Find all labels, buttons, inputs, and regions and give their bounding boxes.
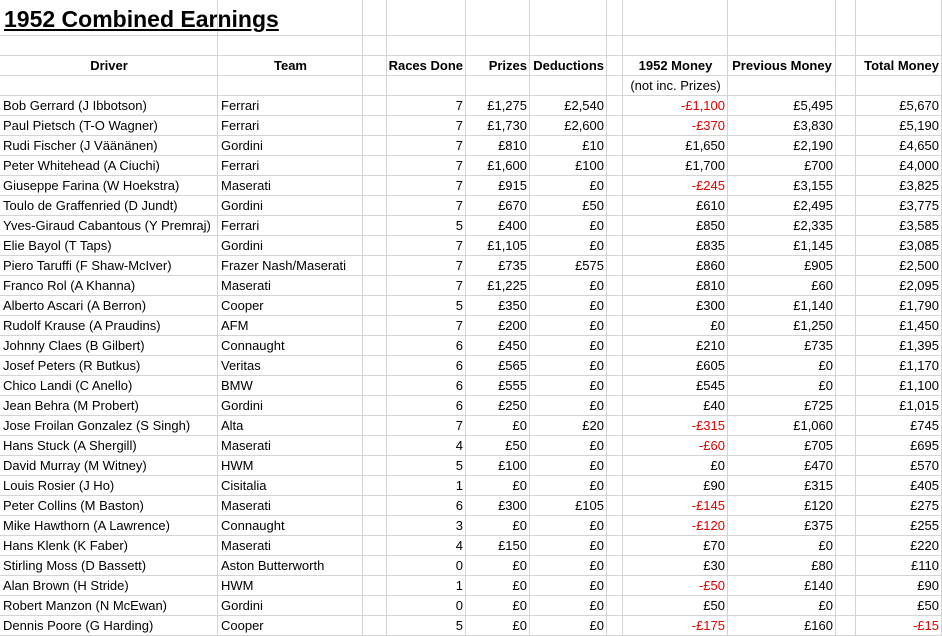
prizes-cell: £450: [498, 338, 527, 353]
deductions-cell: £0: [589, 478, 604, 493]
total-money-cell: £1,790: [899, 298, 939, 313]
previous-money-cell: £60: [811, 278, 833, 293]
driver-cell: Jose Froilan Gonzalez (S Singh): [3, 418, 191, 433]
driver-cell: Franco Rol (A Khanna): [3, 278, 136, 293]
previous-money-cell: £0: [818, 358, 833, 373]
races-done-cell: 7: [455, 318, 463, 333]
races-done-cell: 6: [455, 378, 463, 393]
total-money-cell: £255: [910, 518, 939, 533]
team-cell: Gordini: [221, 198, 263, 213]
races-done-cell: 7: [455, 158, 463, 173]
driver-cell: Hans Klenk (K Faber): [3, 538, 128, 553]
team-cell: Cooper: [221, 618, 264, 633]
previous-money-cell: £1,140: [793, 298, 833, 313]
driver-cell: Jean Behra (M Probert): [3, 398, 139, 413]
deductions-cell: £0: [589, 598, 604, 613]
team-cell: Maserati: [221, 438, 271, 453]
previous-money-cell: £905: [804, 258, 833, 273]
previous-money-cell: £2,495: [793, 198, 833, 213]
total-money-cell: £3,585: [899, 218, 939, 233]
previous-money-cell: £470: [804, 458, 833, 473]
total-money-cell: £2,095: [899, 278, 939, 293]
driver-cell: Josef Peters (R Butkus): [3, 358, 141, 373]
prizes-cell: £915: [498, 178, 527, 193]
deductions-cell: £0: [589, 538, 604, 553]
deductions-cell: £0: [589, 358, 604, 373]
driver-cell: Alberto Ascari (A Berron): [3, 298, 147, 313]
races-done-cell: 5: [455, 298, 463, 313]
money-1952-cell: £605: [696, 358, 725, 373]
prizes-cell: £0: [512, 518, 527, 533]
previous-money-cell: £1,145: [793, 238, 833, 253]
team-cell: BMW: [221, 378, 253, 393]
team-cell: Connaught: [221, 338, 285, 353]
deductions-cell: £0: [589, 278, 604, 293]
deductions-cell: £105: [575, 498, 604, 513]
total-money-cell: £4,650: [899, 138, 939, 153]
money-1952-cell: -£60: [698, 438, 725, 453]
team-cell: Aston Butterworth: [221, 558, 325, 573]
money-1952-cell: £545: [696, 378, 725, 393]
money-1952-cell: £610: [696, 198, 725, 213]
prizes-cell: £1,600: [487, 158, 527, 173]
team-cell: HWM: [221, 578, 254, 593]
deductions-cell: £0: [589, 438, 604, 453]
races-done-cell: 5: [455, 458, 463, 473]
team-cell: Maserati: [221, 278, 271, 293]
deductions-cell: £0: [589, 518, 604, 533]
deductions-cell: £575: [575, 258, 604, 273]
driver-cell: David Murray (M Witney): [3, 458, 147, 473]
total-money-cell: £4,000: [899, 158, 939, 173]
prizes-cell: £350: [498, 298, 527, 313]
team-cell: Connaught: [221, 518, 285, 533]
deductions-cell: £0: [589, 458, 604, 473]
driver-cell: Elie Bayol (T Taps): [3, 238, 112, 253]
team-cell: Veritas: [221, 358, 261, 373]
money-1952-cell: -£120: [691, 518, 725, 533]
races-done-cell: 6: [455, 338, 463, 353]
total-money-cell: £90: [917, 578, 939, 593]
races-done-cell: 1: [455, 478, 463, 493]
money-1952-cell: £0: [710, 458, 725, 473]
total-money-cell: £110: [911, 558, 939, 573]
races-done-cell: 7: [455, 258, 463, 273]
deductions-cell: £2,600: [564, 118, 604, 133]
total-money-cell: £50: [917, 598, 939, 613]
total-money-cell: £1,015: [899, 398, 939, 413]
prizes-cell: £100: [498, 458, 527, 473]
races-done-cell: 7: [455, 238, 463, 253]
team-cell: Alta: [221, 418, 244, 433]
previous-money-cell: £2,335: [793, 218, 833, 233]
races-done-cell: 7: [455, 98, 463, 113]
deductions-cell: £100: [575, 158, 604, 173]
races-done-cell: 7: [455, 418, 463, 433]
team-cell: Gordini: [221, 238, 263, 253]
driver-cell: Rudi Fischer (J Väänänen): [3, 138, 158, 153]
money-1952-cell: -£145: [691, 498, 725, 513]
money-1952-cell: £300: [696, 298, 725, 313]
prizes-cell: £810: [498, 138, 527, 153]
races-done-cell: 5: [455, 218, 463, 233]
money-1952-cell: £810: [696, 278, 725, 293]
previous-money-cell: £700: [804, 158, 833, 173]
prizes-cell: £400: [498, 218, 527, 233]
team-cell: Maserati: [221, 178, 271, 193]
races-done-cell: 7: [455, 138, 463, 153]
money-1952-cell: £835: [696, 238, 725, 253]
money-1952-cell: £1,650: [685, 138, 725, 153]
total-money-cell: £1,170: [899, 358, 939, 373]
money-1952-cell: -£50: [698, 578, 725, 593]
driver-cell: Toulo de Graffenried (D Jundt): [3, 198, 178, 213]
prizes-cell: £0: [512, 418, 527, 433]
header-1952-money: 1952 Money: [638, 58, 713, 73]
total-money-cell: £5,190: [899, 118, 939, 133]
total-money-cell: £1,450: [899, 318, 939, 333]
deductions-cell: £0: [589, 338, 604, 353]
previous-money-cell: £375: [804, 518, 833, 533]
header-1952-money-note: (not inc. Prizes): [630, 78, 721, 93]
sheet-title: 1952 Combined Earnings: [4, 6, 279, 32]
prizes-cell: £200: [498, 318, 527, 333]
races-done-cell: 1: [455, 578, 463, 593]
team-cell: Frazer Nash/Maserati: [221, 258, 346, 273]
team-cell: Maserati: [221, 498, 271, 513]
previous-money-cell: £2,190: [793, 138, 833, 153]
team-cell: Gordini: [221, 398, 263, 413]
deductions-cell: £0: [589, 238, 604, 253]
total-money-cell: £3,085: [899, 238, 939, 253]
driver-cell: Rudolf Krause (A Praudins): [3, 318, 161, 333]
prizes-cell: £1,225: [487, 278, 527, 293]
team-cell: Ferrari: [221, 218, 260, 233]
deductions-cell: £0: [589, 318, 604, 333]
money-1952-cell: -£245: [691, 178, 725, 193]
total-money-cell: £570: [910, 458, 939, 473]
team-cell: Ferrari: [221, 118, 260, 133]
prizes-cell: £565: [498, 358, 527, 373]
grid-line-horizontal: [0, 35, 942, 36]
deductions-cell: £0: [589, 578, 604, 593]
prizes-cell: £0: [512, 558, 527, 573]
races-done-cell: 6: [455, 398, 463, 413]
total-money-cell: £695: [910, 438, 939, 453]
previous-money-cell: £1,250: [793, 318, 833, 333]
total-money-cell: £1,100: [899, 378, 939, 393]
prizes-cell: £555: [498, 378, 527, 393]
deductions-cell: £2,540: [564, 98, 604, 113]
money-1952-cell: -£315: [691, 418, 725, 433]
prizes-cell: £1,730: [487, 118, 527, 133]
driver-cell: Peter Whitehead (A Ciuchi): [3, 158, 160, 173]
header-team: Team: [274, 58, 307, 73]
prizes-cell: £1,275: [487, 98, 527, 113]
prizes-cell: £0: [512, 578, 527, 593]
driver-cell: Dennis Poore (G Harding): [3, 618, 154, 633]
header-driver: Driver: [90, 58, 128, 73]
total-money-cell: £2,500: [899, 258, 939, 273]
prizes-cell: £670: [498, 198, 527, 213]
previous-money-cell: £0: [818, 378, 833, 393]
team-cell: AFM: [221, 318, 249, 333]
team-cell: Cooper: [221, 298, 264, 313]
races-done-cell: 0: [455, 558, 463, 573]
header-races-done: Races Done: [388, 58, 463, 73]
deductions-cell: £20: [582, 418, 604, 433]
deductions-cell: £0: [589, 618, 604, 633]
team-cell: Gordini: [221, 138, 263, 153]
deductions-cell: £0: [589, 218, 604, 233]
money-1952-cell: £90: [703, 478, 725, 493]
deductions-cell: £0: [589, 178, 604, 193]
total-money-cell: -£15: [912, 618, 939, 633]
prizes-cell: £735: [498, 258, 527, 273]
header-total-money: Total Money: [864, 58, 939, 73]
driver-cell: Robert Manzon (N McEwan): [3, 598, 167, 613]
team-cell: Gordini: [221, 598, 263, 613]
previous-money-cell: £705: [804, 438, 833, 453]
races-done-cell: 4: [455, 538, 463, 553]
driver-cell: Yves-Giraud Cabantous (Y Premraj): [3, 218, 211, 233]
driver-cell: Peter Collins (M Baston): [3, 498, 144, 513]
races-done-cell: 0: [455, 598, 463, 613]
prizes-cell: £0: [512, 618, 527, 633]
header-previous-money: Previous Money: [732, 58, 832, 73]
money-1952-cell: £0: [710, 318, 725, 333]
deductions-cell: £0: [589, 298, 604, 313]
team-cell: Cisitalia: [221, 478, 267, 493]
money-1952-cell: £850: [696, 218, 725, 233]
money-1952-cell: £1,700: [685, 158, 725, 173]
team-cell: Maserati: [221, 538, 271, 553]
driver-cell: Piero Taruffi (F Shaw-McIver): [3, 258, 172, 273]
driver-cell: Johnny Claes (B Gilbert): [3, 338, 145, 353]
total-money-cell: £220: [910, 538, 939, 553]
total-money-cell: £405: [910, 478, 939, 493]
races-done-cell: 7: [455, 118, 463, 133]
races-done-cell: 5: [455, 618, 463, 633]
races-done-cell: 7: [455, 278, 463, 293]
prizes-cell: £150: [498, 538, 527, 553]
previous-money-cell: £3,155: [793, 178, 833, 193]
races-done-cell: 3: [455, 518, 463, 533]
deductions-cell: £0: [589, 378, 604, 393]
driver-cell: Alan Brown (H Stride): [3, 578, 129, 593]
money-1952-cell: £860: [696, 258, 725, 273]
total-money-cell: £5,670: [899, 98, 939, 113]
money-1952-cell: -£175: [691, 618, 725, 633]
driver-cell: Chico Landi (C Anello): [3, 378, 133, 393]
driver-cell: Bob Gerrard (J Ibbotson): [3, 98, 147, 113]
header-deductions: Deductions: [533, 58, 604, 73]
previous-money-cell: £140: [804, 578, 833, 593]
total-money-cell: £745: [910, 418, 939, 433]
races-done-cell: 6: [455, 498, 463, 513]
previous-money-cell: £160: [804, 618, 833, 633]
driver-cell: Stirling Moss (D Bassett): [3, 558, 147, 573]
previous-money-cell: £1,060: [793, 418, 833, 433]
previous-money-cell: £0: [818, 598, 833, 613]
team-cell: HWM: [221, 458, 254, 473]
prizes-cell: £0: [512, 598, 527, 613]
deductions-cell: £50: [582, 198, 604, 213]
team-cell: Ferrari: [221, 158, 260, 173]
money-1952-cell: £40: [703, 398, 725, 413]
header-prizes: Prizes: [488, 58, 527, 73]
money-1952-cell: £70: [703, 538, 725, 553]
money-1952-cell: £30: [703, 558, 725, 573]
driver-cell: Louis Rosier (J Ho): [3, 478, 115, 493]
total-money-cell: £275: [910, 498, 939, 513]
team-cell: Ferrari: [221, 98, 260, 113]
previous-money-cell: £315: [804, 478, 833, 493]
races-done-cell: 6: [455, 358, 463, 373]
previous-money-cell: £735: [804, 338, 833, 353]
total-money-cell: £1,395: [899, 338, 939, 353]
driver-cell: Hans Stuck (A Shergill): [3, 438, 137, 453]
deductions-cell: £10: [582, 138, 604, 153]
money-1952-cell: -£1,100: [680, 98, 725, 113]
money-1952-cell: -£370: [691, 118, 725, 133]
races-done-cell: 4: [455, 438, 463, 453]
deductions-cell: £0: [589, 558, 604, 573]
prizes-cell: £250: [498, 398, 527, 413]
money-1952-cell: £210: [696, 338, 725, 353]
races-done-cell: 7: [455, 178, 463, 193]
races-done-cell: 7: [455, 198, 463, 213]
total-money-cell: £3,825: [899, 178, 939, 193]
previous-money-cell: £120: [804, 498, 833, 513]
prizes-cell: £50: [505, 438, 527, 453]
total-money-cell: £3,775: [899, 198, 939, 213]
driver-cell: Giuseppe Farina (W Hoekstra): [3, 178, 180, 193]
money-1952-cell: £50: [703, 598, 725, 613]
previous-money-cell: £80: [811, 558, 833, 573]
previous-money-cell: £0: [818, 538, 833, 553]
deductions-cell: £0: [589, 398, 604, 413]
driver-cell: Mike Hawthorn (A Lawrence): [3, 518, 170, 533]
driver-cell: Paul Pietsch (T-O Wagner): [3, 118, 158, 133]
prizes-cell: £1,105: [487, 238, 527, 253]
previous-money-cell: £5,495: [793, 98, 833, 113]
previous-money-cell: £3,830: [793, 118, 833, 133]
prizes-cell: £0: [512, 478, 527, 493]
prizes-cell: £300: [498, 498, 527, 513]
previous-money-cell: £725: [804, 398, 833, 413]
